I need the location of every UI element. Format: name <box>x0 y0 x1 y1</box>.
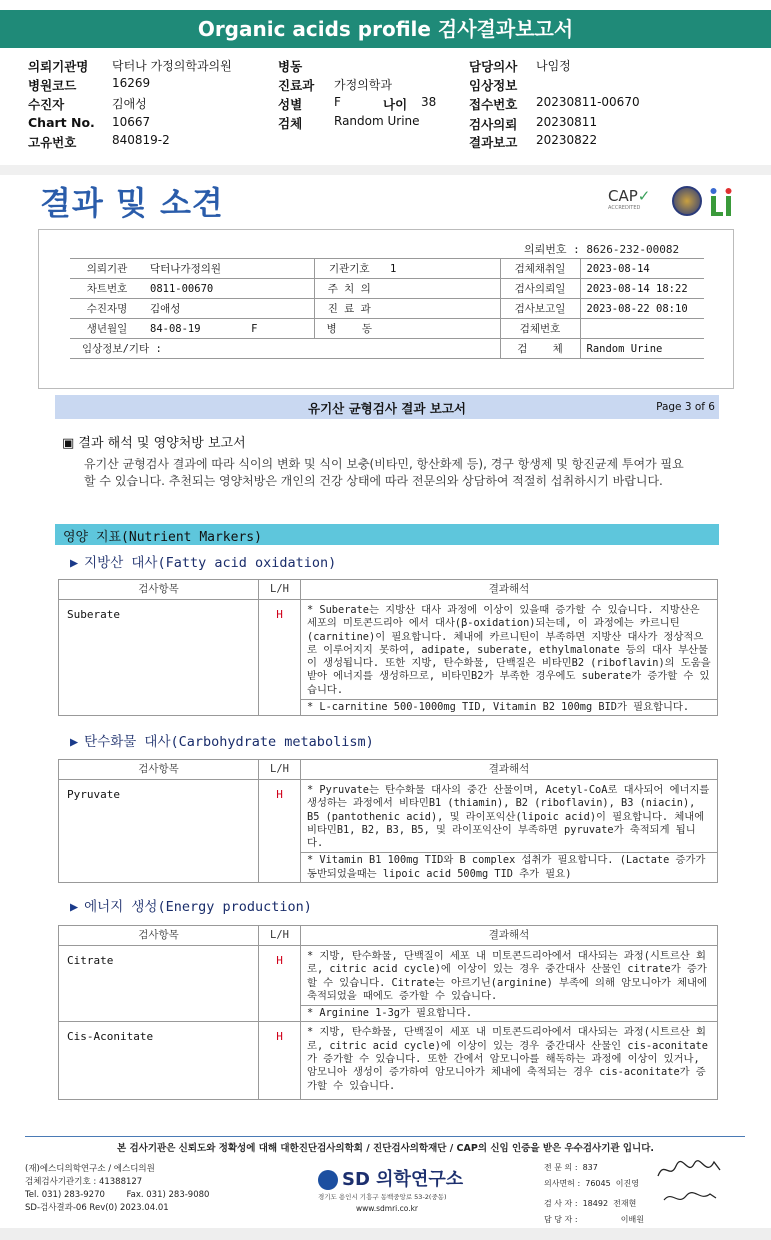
signature-image <box>660 1186 720 1208</box>
info-key: 임상정보/기타 : <box>70 339 384 359</box>
staff-line: 검 사 자 : 18492 전재현 <box>544 1199 637 1208</box>
lab-address: 경기도 용인시 기흥구 동백중앙로 53-2(중동) <box>318 1193 447 1201</box>
sd-logo-text: SD 의학연구소 <box>342 1169 464 1190</box>
interpretation-text: 유기산 균형검사 결과에 따라 식이의 변화 및 식이 보충(비타민, 항산화제 등), 경구 항생제 및 항진균제 투여가 필요할 수 있습니다. 추천되는 영양처방은 개인의 건강 상태에 따라 전문의와 상담하여 적절히 섭취하시기 바랍니다. <box>84 457 684 488</box>
header-label: 고유번호 <box>28 135 77 150</box>
bottom-strip <box>0 1228 771 1240</box>
sd-logo <box>318 1165 463 1191</box>
cap-logo-sub: ACCREDITED <box>608 205 641 211</box>
header-label: 나이 <box>383 97 408 112</box>
col-header-item: 검사항목 <box>59 580 259 599</box>
table-row <box>70 319 704 339</box>
info-value: 1 <box>384 259 500 279</box>
marker-prescription: * Arginine 1-3g가 필요합니다. <box>301 1005 717 1021</box>
info-value: Random Urine <box>580 339 704 359</box>
table-row <box>59 600 717 715</box>
marker-flag: H <box>259 600 301 715</box>
header-value: 20230811-00670 <box>536 95 640 109</box>
header-label: 진료과 <box>278 78 315 93</box>
info-value <box>384 299 500 319</box>
header-label: Chart No. <box>28 115 95 130</box>
marker-prescription: * L-carnitine 500-1000mg TID, Vitamin B2 100mg BID가 필요합니다. <box>301 699 717 715</box>
info-value: 2023-08-14 <box>580 259 704 279</box>
table-row <box>59 1022 717 1098</box>
info-value <box>580 319 704 339</box>
info-key: 수진자명 <box>70 299 144 319</box>
marker-flag: H <box>259 946 301 1021</box>
marker-interpretation: * 지방, 탄수화물, 단백질이 세포 내 미토콘드리아에서 대사되는 과정(시트르산 회로, citric acid cycle)에 이상이 있는 경우 중간대사 산물인 cis-aconitate가 증가할 수 있습니다. 또한 간에서 암모니아를 해독하는 과정에 이상이 있거나, 암모니아 생성이 증가하여 암모니아가 체내에 축적되는 경우 cis-aconitate가 증가할 수 있습니다. <box>307 1026 708 1092</box>
request-number-label: 의뢰번호 <box>524 243 567 256</box>
group-title-text: 탄수화물 대사(Carbohydrate metabolism) <box>84 734 374 750</box>
lh-logo <box>708 186 738 218</box>
group-title-text: 지방산 대사(Fatty acid oxidation) <box>84 555 337 571</box>
nutrient-markers-title: 영양 지표(Nutrient Markers) <box>63 530 262 545</box>
info-value <box>384 279 500 299</box>
signature-image <box>654 1156 724 1184</box>
result-table <box>58 579 718 716</box>
lab-info <box>25 1163 209 1215</box>
header-label: 검사의뢰 <box>469 117 518 132</box>
header-value: 20230811 <box>536 115 598 129</box>
staff-line: 담 당 자 : 이배원 <box>544 1215 644 1224</box>
header-label: 병동 <box>278 59 303 74</box>
table-row <box>59 946 717 1022</box>
section-title: 유기산 균형검사 결과 보고서 <box>308 401 466 416</box>
sd-logo-icon <box>318 1170 338 1190</box>
info-key: 주 치 의 <box>314 279 384 299</box>
request-number-value: 8626-232-00082 <box>586 243 680 256</box>
col-header-item: 검사항목 <box>59 926 259 945</box>
page-number: Page 3 of 6 <box>656 401 715 413</box>
group-title <box>70 730 374 750</box>
accreditation-note: 본 검사기관은 신뢰도와 정확성에 대해 대한진단검사의학회 / 진단검사의학재단 / CAP의 신임 인증을 받은 우수검사기관 입니다. <box>117 1143 654 1154</box>
lab-code: 검체검사기관기호 : 41388127 <box>25 1177 143 1187</box>
info-value: 2023-08-22 08:10 <box>580 299 704 319</box>
header-label: 결과보고 <box>469 135 518 150</box>
col-header-interp: 결과해석 <box>488 583 530 595</box>
info-value: 2023-08-14 18:22 <box>580 279 704 299</box>
info-key: 차트번호 <box>70 279 144 299</box>
table-row <box>70 279 704 299</box>
info-value: 0811-00670 <box>144 279 314 299</box>
marker-interpretation: * Suberate는 지방산 대사 과정에 이상이 있을때 증가할 수 있습니다. 지방산은 세포의 미토콘드리아 에서 대사(β-oxidation)되는데, 이 과정에는 카르니틴(carnitine)이 필요합니다. 체내에 카르니틴이 부족하면 지방산 대사가 정상적으로 이루어지지 못하여, adipate, suberate, ethylmalonate 등의 대사 부산물이 생성됩니다. 또한 지방, 탄수화물, 단백질은 비타민B2 (riboflavin)의 도움을 받아 에너지를 생성하므로, 비타민B2가 부족한 경우에도 suberate가 증가할 수 있습니다. <box>307 604 711 696</box>
staff-line: 전 문 의 : 837 <box>544 1163 598 1172</box>
table-row <box>59 780 717 882</box>
form-revision: SD-검사결과-06 Rev(0) 2023.04.01 <box>25 1203 169 1213</box>
header-label: 수진자 <box>28 97 65 112</box>
info-key: 검체채취일 <box>500 259 580 279</box>
col-header-lh: L/H <box>259 760 301 779</box>
footer-divider <box>25 1136 745 1137</box>
table-header <box>59 580 717 600</box>
marker-interpretation: * Pyruvate는 탄수화물 대사의 중간 산물이며, Acetyl-CoA로 대사되어 에너지를 생성하는 과정에서 비타민B1 (thiamin), B2 (riboflavin), B3 (niacin), B5 (pantothenic acid), 및 라이포익산(lipoic acid)이 필요합니다. 체내에 비타민B1, B2, B3, B5, 및 라이포익산이 부족하면 pyruvate가 축적되게 됩니다. <box>307 784 710 850</box>
group-title <box>70 551 336 571</box>
col-header-interp: 결과해석 <box>488 763 530 775</box>
header-value: 38 <box>421 95 437 109</box>
marker-flag: H <box>259 780 301 882</box>
header-label: 의뢰기관명 <box>28 59 89 74</box>
result-table <box>58 925 718 1100</box>
header-label: 검체 <box>278 116 303 131</box>
triangle-right-icon: ▶ <box>70 899 79 915</box>
table-header <box>59 760 717 780</box>
header-label: 병원코드 <box>28 78 77 93</box>
check-icon: ✓ <box>637 187 651 205</box>
info-key: 기관기호 <box>314 259 384 279</box>
header-value: 닥터나 가정의학과의원 <box>112 59 232 73</box>
info-value <box>384 319 500 339</box>
interpretation-title: ▣ 결과 해석 및 영양처방 보고서 <box>62 436 246 451</box>
marker-flag: H <box>259 1022 301 1098</box>
info-key: 진 료 과 <box>314 299 384 319</box>
marker-interpretation: * 지방, 탄수화물, 단백질이 세포 내 미토콘드리아에서 대사되는 과정(시트르산 회로, citric acid cycle)에 이상이 있는 경우 중간대사 산물인 citrate가 증가할 수 있습니다. Citrate는 아르기닌(arginine) 부족에 의해 암모니아가 체내에 축적되었을 때에도 증가할 수 있습니다. <box>307 950 707 1002</box>
info-value: 닥터나가정의원 <box>144 259 314 279</box>
lab-website: www.sdmri.co.kr <box>356 1204 419 1213</box>
triangle-right-icon: ▶ <box>70 555 79 571</box>
table-row <box>70 299 704 319</box>
group-title <box>70 895 312 915</box>
marker-name: Suberate <box>59 600 259 715</box>
report-title: Organic acids profile 검사결과보고서 <box>0 10 771 48</box>
marker-name: Pyruvate <box>59 780 259 882</box>
nutrient-markers-bar <box>55 524 719 545</box>
section-header <box>55 395 719 419</box>
cap-logo <box>608 187 666 217</box>
header-value: 20230822 <box>536 133 598 147</box>
table-row <box>70 339 704 359</box>
col-header-interp: 결과해석 <box>488 929 530 941</box>
staff-line: 의사면허 : 76045 이진영 <box>544 1179 639 1188</box>
col-header-lh: L/H <box>259 580 301 599</box>
header-value: 16269 <box>112 76 151 90</box>
table-header <box>59 926 717 946</box>
header-value: 김애성 <box>112 97 147 111</box>
triangle-right-icon: ▶ <box>70 734 79 750</box>
marker-name: Citrate <box>59 946 259 1021</box>
header-label: 임상정보 <box>469 78 518 93</box>
info-value: 김애성 <box>144 299 314 319</box>
header-label: 성별 <box>278 97 303 112</box>
request-number: 의뢰번호 : 8626-232-00082 <box>524 243 680 256</box>
header-value: 가정의학과 <box>334 78 392 92</box>
cap-logo-text: CAP <box>608 187 638 205</box>
marker-name: Cis-Aconitate <box>59 1022 259 1098</box>
divider-band <box>0 165 771 175</box>
header-value: Random Urine <box>334 114 420 128</box>
header-value: 10667 <box>112 115 151 129</box>
info-key: 생년월일 <box>70 319 144 339</box>
info-value: 84-08-19 F <box>144 319 314 339</box>
header-label: 담당의사 <box>469 59 518 74</box>
result-table <box>58 759 718 883</box>
info-key: 의뢰기관 <box>70 259 144 279</box>
col-header-item: 검사항목 <box>59 760 259 779</box>
info-key: 검체번호 <box>500 319 580 339</box>
header-label: 접수번호 <box>469 97 518 112</box>
results-title: 결과 및 소견 <box>40 184 224 222</box>
header-value: F <box>334 95 341 109</box>
seal-logo <box>672 186 702 216</box>
header-value: 나임정 <box>536 59 571 73</box>
info-key: 검사보고일 <box>500 299 580 319</box>
header-value: 840819-2 <box>112 133 170 147</box>
lab-name: (재)에스디의학연구소 / 에스디의원 <box>25 1164 155 1174</box>
info-key: 검사의뢰일 <box>500 279 580 299</box>
group-title-text: 에너지 생성(Energy production) <box>84 899 312 915</box>
col-header-lh: L/H <box>259 926 301 945</box>
marker-prescription: * Vitamin B1 100mg TID와 B complex 섭취가 필요합니다. (Lactate 증가가 동반되었을때는 lipoic acid 500mg TID 추가 필요) <box>301 852 717 882</box>
table-row <box>70 259 704 279</box>
info-value <box>384 339 500 359</box>
info-key: 병 동 <box>314 319 384 339</box>
info-key: 검 체 <box>500 339 580 359</box>
staff-list <box>544 1160 644 1228</box>
request-info-table <box>70 258 704 359</box>
lab-phone: Tel. 031) 283-9270 Fax. 031) 283-9080 <box>25 1190 210 1200</box>
